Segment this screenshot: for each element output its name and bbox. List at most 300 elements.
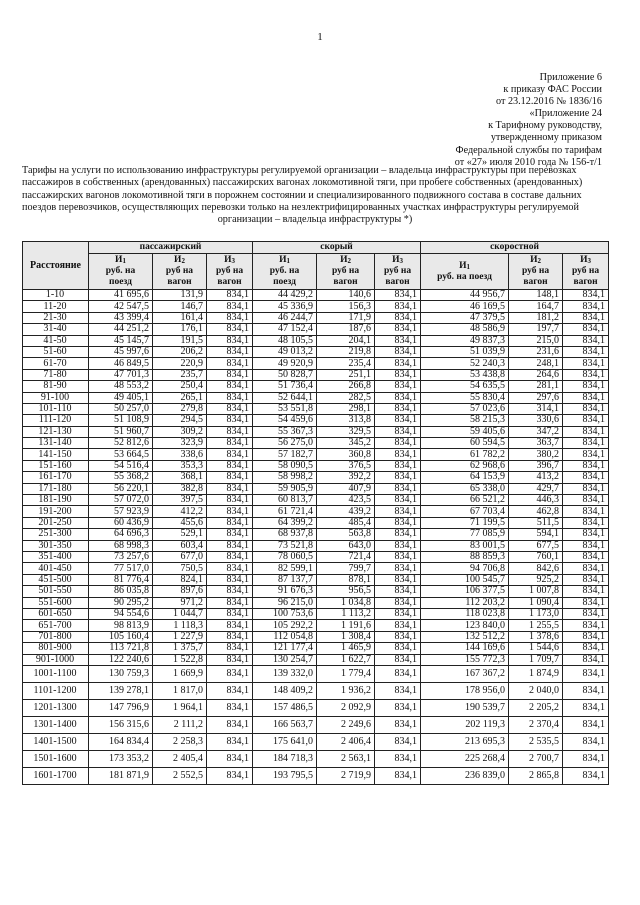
tariff-cell: 834,1 xyxy=(563,750,609,767)
tariff-cell: 721,4 xyxy=(317,551,375,562)
distance-cell: 121-130 xyxy=(23,426,89,437)
tariff-cell: 235,4 xyxy=(317,358,375,369)
tariff-cell: 834,1 xyxy=(563,346,609,357)
tariff-cell: 834,1 xyxy=(207,665,253,682)
table-row xyxy=(23,460,609,471)
tariff-cell: 1 007,8 xyxy=(509,586,563,597)
tariff-cell: 1 779,4 xyxy=(317,665,375,682)
tariff-cell: 834,1 xyxy=(375,301,421,312)
distance-cell: 251-300 xyxy=(23,529,89,540)
tariff-cell: 156,3 xyxy=(317,301,375,312)
table-row xyxy=(23,551,609,562)
tariff-cell: 834,1 xyxy=(207,586,253,597)
tariff-cell: 2 205,2 xyxy=(509,699,563,716)
title-line: пассажирских вагонов локомотивной тяги в порожнем состоянии и специализированного подвижного состава в составе дальних xyxy=(22,189,582,201)
tariff-cell: 834,1 xyxy=(207,301,253,312)
tariff-cell: 106 377,5 xyxy=(421,586,509,597)
appendix-line: Приложение 6 xyxy=(539,72,602,83)
tariff-cell: 834,1 xyxy=(375,369,421,380)
tariff-cell: 511,5 xyxy=(509,517,563,528)
tariff-cell: 164 834,4 xyxy=(89,733,153,750)
title-line: поездов перевозчиков, осуществляющих перевозки только на незлектрифицированных участках инфраструктуры регулируемой xyxy=(22,201,579,213)
tariff-cell: 176,1 xyxy=(153,324,207,335)
table-row xyxy=(23,767,609,784)
tariff-cell: 834,1 xyxy=(375,324,421,335)
tariff-cell: 78 060,5 xyxy=(253,551,317,562)
tariff-cell: 834,1 xyxy=(207,358,253,369)
tariff-cell: 834,1 xyxy=(375,563,421,574)
tariff-cell: 834,1 xyxy=(563,415,609,426)
tariff-cell: 60 813,7 xyxy=(253,495,317,506)
tariff-cell: 73 257,6 xyxy=(89,551,153,562)
tariff-cell: 213 695,3 xyxy=(421,733,509,750)
tariff-cell: 187,6 xyxy=(317,324,375,335)
tariff-cell: 49 920,9 xyxy=(253,358,317,369)
tariff-cell: 834,1 xyxy=(207,563,253,574)
tariff-cell: 834,1 xyxy=(563,620,609,631)
tariff-cell: 834,1 xyxy=(375,733,421,750)
tariff-cell: 563,8 xyxy=(317,529,375,540)
distance-cell: 401-450 xyxy=(23,563,89,574)
tariff-cell: 897,6 xyxy=(153,586,207,597)
tariff-cell: 834,1 xyxy=(375,682,421,699)
tariff-cell: 834,1 xyxy=(207,682,253,699)
tariff-cell: 2 563,1 xyxy=(317,750,375,767)
tariff-cell: 834,1 xyxy=(375,438,421,449)
tariff-cell: 297,6 xyxy=(509,392,563,403)
tariff-cell: 834,1 xyxy=(563,301,609,312)
column-header: $И_2$ руб на вагон xyxy=(317,254,375,290)
appendix-line: к приказу ФАС России xyxy=(503,84,602,96)
tariff-cell: 834,1 xyxy=(563,631,609,642)
tariff-cell: 834,1 xyxy=(563,358,609,369)
tariff-cell: 834,1 xyxy=(563,733,609,750)
tariff-cell: 834,1 xyxy=(375,506,421,517)
table-row xyxy=(23,358,609,369)
tariff-cell: 113 721,8 xyxy=(89,643,153,654)
table-row xyxy=(23,403,609,414)
column-header: $И_3$ руб на вагон xyxy=(563,254,609,290)
tariff-cell: 49 837,3 xyxy=(421,335,509,346)
distance-cell: 141-150 xyxy=(23,449,89,460)
tariff-cell: 181,2 xyxy=(509,312,563,323)
table-row xyxy=(23,381,609,392)
table-row xyxy=(23,483,609,494)
tariff-cell: 197,7 xyxy=(509,324,563,335)
tariff-cell: 2 111,2 xyxy=(153,716,207,733)
tariff-cell: 54 516,4 xyxy=(89,460,153,471)
table-row xyxy=(23,346,609,357)
tariff-cell: 73 521,8 xyxy=(253,540,317,551)
tariff-cell: 298,1 xyxy=(317,403,375,414)
tariff-cell: 1 544,6 xyxy=(509,643,563,654)
tariff-cell: 842,6 xyxy=(509,563,563,574)
tariff-cell: 834,1 xyxy=(375,460,421,471)
tariff-cell: 353,3 xyxy=(153,460,207,471)
tariff-cell: 281,1 xyxy=(509,381,563,392)
tariff-cell: 338,6 xyxy=(153,449,207,460)
table-row xyxy=(23,631,609,642)
column-header: $И_3$ руб на вагон xyxy=(375,254,421,290)
tariff-cell: 834,1 xyxy=(375,665,421,682)
tariff-cell: 1 034,8 xyxy=(317,597,375,608)
tariff-cell: 834,1 xyxy=(375,767,421,784)
tariff-cell: 139 278,1 xyxy=(89,682,153,699)
tariff-cell: 56 220,1 xyxy=(89,483,153,494)
tariff-cell: 834,1 xyxy=(375,551,421,562)
tariff-cell: 834,1 xyxy=(207,426,253,437)
tariff-cell: 834,1 xyxy=(563,574,609,585)
tariff-cell: 1 173,0 xyxy=(509,608,563,619)
tariff-cell: 834,1 xyxy=(207,750,253,767)
distance-cell: 61-70 xyxy=(23,358,89,369)
tariff-cell: 52 812,6 xyxy=(89,438,153,449)
tariff-cell: 834,1 xyxy=(207,449,253,460)
tariff-cell: 2 406,4 xyxy=(317,733,375,750)
tariff-cell: 144 169,6 xyxy=(421,643,509,654)
tariff-cell: 834,1 xyxy=(375,529,421,540)
table-row xyxy=(23,426,609,437)
tariff-cell: 59 405,6 xyxy=(421,426,509,437)
page-number: 1 xyxy=(317,31,323,43)
table-row xyxy=(23,733,609,750)
tariff-cell: 529,1 xyxy=(153,529,207,540)
tariff-cell: 231,6 xyxy=(509,346,563,357)
title-line: организации – владельца инфраструктуры *) xyxy=(217,214,413,226)
tariff-cell: 139 332,0 xyxy=(253,665,317,682)
table-row xyxy=(23,369,609,380)
tariff-cell: 250,4 xyxy=(153,381,207,392)
tariff-cell: 834,1 xyxy=(563,716,609,733)
tariff-cell: 64 696,3 xyxy=(89,529,153,540)
tariff-cell: 834,1 xyxy=(375,716,421,733)
appendix-header xyxy=(342,72,602,169)
table-row xyxy=(23,312,609,323)
tariff-cell: 413,2 xyxy=(509,472,563,483)
tariff-cell: 1 191,6 xyxy=(317,620,375,631)
tariff-cell: 412,2 xyxy=(153,506,207,517)
title-line: Тарифы на услуги по использованию инфраструктуры регулируемой организации – владельца инфраструктуры при перевозках xyxy=(22,165,577,176)
table-row xyxy=(23,506,609,517)
tariff-cell: 202 119,3 xyxy=(421,716,509,733)
tariff-cell: 834,1 xyxy=(563,324,609,335)
tariff-cell: 54 635,5 xyxy=(421,381,509,392)
tariff-cell: 834,1 xyxy=(207,324,253,335)
group-header-passenger: пассажирский xyxy=(89,242,253,254)
tariff-cell: 77 085,9 xyxy=(421,529,509,540)
tariff-cell: 58 090,5 xyxy=(253,460,317,471)
tariff-cell: 140,6 xyxy=(317,290,375,301)
tariff-cell: 146,7 xyxy=(153,301,207,312)
tariff-cell: 184 718,3 xyxy=(253,750,317,767)
tariff-cell: 834,1 xyxy=(207,369,253,380)
tariff-cell: 834,1 xyxy=(563,495,609,506)
tariff-cell: 309,2 xyxy=(153,426,207,437)
tariff-cell: 130 759,3 xyxy=(89,665,153,682)
tariff-cell: 834,1 xyxy=(375,597,421,608)
tariff-cell: 193 795,5 xyxy=(253,767,317,784)
tariff-cell: 407,9 xyxy=(317,483,375,494)
table-row xyxy=(23,586,609,597)
tariff-cell: 834,1 xyxy=(563,506,609,517)
tariff-cell: 329,5 xyxy=(317,426,375,437)
tariff-cell: 834,1 xyxy=(207,472,253,483)
tariff-cell: 834,1 xyxy=(563,449,609,460)
tariff-cell: 1 113,2 xyxy=(317,608,375,619)
tariff-cell: 834,1 xyxy=(375,381,421,392)
tariff-cell: 131,9 xyxy=(153,290,207,301)
tariff-cell: 2 865,8 xyxy=(509,767,563,784)
tariff-cell: 834,1 xyxy=(207,540,253,551)
tariff-cell: 90 295,2 xyxy=(89,597,153,608)
tariff-cell: 750,5 xyxy=(153,563,207,574)
tariff-cell: 282,5 xyxy=(317,392,375,403)
distance-cell: 21-30 xyxy=(23,312,89,323)
tariff-cell: 121 177,4 xyxy=(253,643,317,654)
tariff-cell: 173 353,2 xyxy=(89,750,153,767)
tariff-cell: 834,1 xyxy=(207,495,253,506)
tariff-cell: 834,1 xyxy=(207,529,253,540)
column-header: $И_2$ руб на вагон xyxy=(153,254,207,290)
tariff-cell: 181 871,9 xyxy=(89,767,153,784)
tariff-cell: 57 923,9 xyxy=(89,506,153,517)
tariff-cell: 1 874,9 xyxy=(509,665,563,682)
tariff-cell: 834,1 xyxy=(207,415,253,426)
tariff-cell: 64 399,2 xyxy=(253,517,317,528)
tariff-cell: 2 535,5 xyxy=(509,733,563,750)
tariff-cell: 94 554,6 xyxy=(89,608,153,619)
tariff-cell: 164,7 xyxy=(509,301,563,312)
column-header: $И_1$ руб. на поезд xyxy=(89,254,153,290)
tariff-cell: 86 035,8 xyxy=(89,586,153,597)
tariff-cell: 376,5 xyxy=(317,460,375,471)
tariff-cell: 834,1 xyxy=(375,415,421,426)
tariff-cell: 834,1 xyxy=(563,472,609,483)
tariff-cell: 65 338,0 xyxy=(421,483,509,494)
tariff-cell: 122 240,6 xyxy=(89,654,153,665)
distance-cell: 351-400 xyxy=(23,551,89,562)
tariff-cell: 2 092,9 xyxy=(317,699,375,716)
distance-cell: 1-10 xyxy=(23,290,89,301)
tariff-cell: 57 182,7 xyxy=(253,449,317,460)
tariff-cell: 834,1 xyxy=(375,290,421,301)
table-row xyxy=(23,472,609,483)
distance-cell: 81-90 xyxy=(23,381,89,392)
tariff-cell: 345,2 xyxy=(317,438,375,449)
tariff-cell: 77 517,0 xyxy=(89,563,153,574)
tariff-cell: 2 405,4 xyxy=(153,750,207,767)
tariff-cell: 204,1 xyxy=(317,335,375,346)
tariff-cell: 834,1 xyxy=(563,483,609,494)
table-row xyxy=(23,620,609,631)
tariff-cell: 53 551,8 xyxy=(253,403,317,414)
table-row xyxy=(23,392,609,403)
table-row xyxy=(23,563,609,574)
table-row xyxy=(23,699,609,716)
group-header-fast: скорый xyxy=(253,242,421,254)
tariff-cell: 91 676,3 xyxy=(253,586,317,597)
distance-cell: 1101-1200 xyxy=(23,682,89,699)
tariff-cell: 206,2 xyxy=(153,346,207,357)
table-row xyxy=(23,665,609,682)
tariff-cell: 81 776,4 xyxy=(89,574,153,585)
tariff-cell: 429,7 xyxy=(509,483,563,494)
tariff-cell: 1 378,6 xyxy=(509,631,563,642)
tariff-cell: 68 937,8 xyxy=(253,529,317,540)
tariff-cell: 834,1 xyxy=(375,472,421,483)
tariff-cell: 799,7 xyxy=(317,563,375,574)
tariff-cell: 834,1 xyxy=(563,682,609,699)
tariff-cell: 313,8 xyxy=(317,415,375,426)
tariff-cell: 48 586,9 xyxy=(421,324,509,335)
tariff-cell: 112 054,8 xyxy=(253,631,317,642)
tariff-cell: 834,1 xyxy=(207,335,253,346)
table-row xyxy=(23,438,609,449)
tariff-cell: 834,1 xyxy=(207,392,253,403)
tariff-cell: 834,1 xyxy=(563,608,609,619)
tariff-cell: 834,1 xyxy=(375,392,421,403)
tariff-cell: 834,1 xyxy=(563,290,609,301)
tariff-cell: 834,1 xyxy=(563,369,609,380)
document-title xyxy=(22,165,608,226)
tariff-cell: 47 379,5 xyxy=(421,312,509,323)
tariff-cell: 1 669,9 xyxy=(153,665,207,682)
tariff-cell: 1 375,7 xyxy=(153,643,207,654)
tariff-cell: 105 292,2 xyxy=(253,620,317,631)
tariff-cell: 155 772,3 xyxy=(421,654,509,665)
tariff-cell: 41 695,6 xyxy=(89,290,153,301)
tariff-cell: 2 719,9 xyxy=(317,767,375,784)
tariff-cell: 83 001,5 xyxy=(421,540,509,551)
tariff-cell: 834,1 xyxy=(563,403,609,414)
table-row xyxy=(23,335,609,346)
distance-cell: 701-800 xyxy=(23,631,89,642)
tariff-cell: 225 268,4 xyxy=(421,750,509,767)
distance-cell: 651-700 xyxy=(23,620,89,631)
distance-cell: 41-50 xyxy=(23,335,89,346)
tariff-cell: 834,1 xyxy=(563,426,609,437)
tariff-cell: 380,2 xyxy=(509,449,563,460)
table-row xyxy=(23,290,609,301)
tariff-cell: 48 553,2 xyxy=(89,381,153,392)
tariff-cell: 43 399,4 xyxy=(89,312,153,323)
table-row xyxy=(23,597,609,608)
tariff-cell: 1 118,3 xyxy=(153,620,207,631)
tariff-cell: 1 964,1 xyxy=(153,699,207,716)
tariff-cell: 677,0 xyxy=(153,551,207,562)
tariff-cell: 834,1 xyxy=(207,620,253,631)
tariff-cell: 834,1 xyxy=(375,483,421,494)
distance-cell: 131-140 xyxy=(23,438,89,449)
tariff-cell: 834,1 xyxy=(207,346,253,357)
distance-cell: 181-190 xyxy=(23,495,89,506)
tariff-cell: 2 249,6 xyxy=(317,716,375,733)
tariff-cell: 643,0 xyxy=(317,540,375,551)
distance-cell: 1501-1600 xyxy=(23,750,89,767)
tariff-cell: 61 721,4 xyxy=(253,506,317,517)
tariff-cell: 760,1 xyxy=(509,551,563,562)
tariff-cell: 47 152,4 xyxy=(253,324,317,335)
tariff-cell: 235,7 xyxy=(153,369,207,380)
appendix-line: от 23.12.2016 № 1836/16 xyxy=(495,96,602,108)
distance-cell: 1601-1700 xyxy=(23,767,89,784)
tariff-cell: 834,1 xyxy=(563,767,609,784)
tariff-cell: 215,0 xyxy=(509,335,563,346)
tariff-cell: 279,8 xyxy=(153,403,207,414)
tariff-cell: 1 465,9 xyxy=(317,643,375,654)
tariff-cell: 47 701,3 xyxy=(89,369,153,380)
tariff-cell: 834,1 xyxy=(563,563,609,574)
tariff-cell: 834,1 xyxy=(563,529,609,540)
tariff-cell: 956,5 xyxy=(317,586,375,597)
tariff-cell: 49 405,1 xyxy=(89,392,153,403)
tariff-cell: 1 522,8 xyxy=(153,654,207,665)
tariff-cell: 88 859,3 xyxy=(421,551,509,562)
tariff-cell: 439,2 xyxy=(317,506,375,517)
tariff-cell: 56 275,0 xyxy=(253,438,317,449)
tariff-cell: 236 839,0 xyxy=(421,767,509,784)
tariff-cell: 834,1 xyxy=(207,517,253,528)
distance-cell: 301-350 xyxy=(23,540,89,551)
appendix-line: утвержденному приказом xyxy=(490,132,602,144)
tariff-cell: 396,7 xyxy=(509,460,563,471)
tariff-cell: 94 706,8 xyxy=(421,563,509,574)
tariff-cell: 51 960,7 xyxy=(89,426,153,437)
tariff-cell: 82 599,1 xyxy=(253,563,317,574)
tariff-cell: 834,1 xyxy=(207,438,253,449)
tariff-cell: 834,1 xyxy=(375,426,421,437)
tariff-cell: 834,1 xyxy=(375,654,421,665)
tariff-cell: 51 736,4 xyxy=(253,381,317,392)
tariff-cell: 1 090,4 xyxy=(509,597,563,608)
tariff-cell: 50 257,0 xyxy=(89,403,153,414)
tariff-cell: 834,1 xyxy=(375,574,421,585)
tariff-cell: 485,4 xyxy=(317,517,375,528)
column-header: $И_2$ руб на вагон xyxy=(509,254,563,290)
tariff-cell: 112 203,2 xyxy=(421,597,509,608)
tariff-cell: 834,1 xyxy=(375,312,421,323)
tariff-cell: 53 664,5 xyxy=(89,449,153,460)
tariff-cell: 51 039,9 xyxy=(421,346,509,357)
tariff-cell: 824,1 xyxy=(153,574,207,585)
tariff-cell: 52 644,1 xyxy=(253,392,317,403)
tariff-table xyxy=(22,241,609,785)
tariff-cell: 130 254,7 xyxy=(253,654,317,665)
tariff-cell: 60 436,9 xyxy=(89,517,153,528)
table-row xyxy=(23,495,609,506)
appendix-line: от «27» июля 2010 года № 156-т/1 xyxy=(454,156,602,168)
tariff-cell: 834,1 xyxy=(375,495,421,506)
tariff-cell: 834,1 xyxy=(563,438,609,449)
tariff-cell: 368,1 xyxy=(153,472,207,483)
table-row xyxy=(23,654,609,665)
tariff-cell: 834,1 xyxy=(563,699,609,716)
tariff-cell: 62 968,6 xyxy=(421,460,509,471)
column-header: $И_1$ руб. на поезд xyxy=(253,254,317,290)
tariff-cell: 57 023,6 xyxy=(421,403,509,414)
tariff-cell: 61 782,2 xyxy=(421,449,509,460)
distance-cell: 11-20 xyxy=(23,301,89,312)
table-row xyxy=(23,301,609,312)
tariff-cell: 58 998,2 xyxy=(253,472,317,483)
tariff-cell: 834,1 xyxy=(563,335,609,346)
tariff-cell: 67 703,4 xyxy=(421,506,509,517)
tariff-cell: 1 227,9 xyxy=(153,631,207,642)
tariff-cell: 834,1 xyxy=(563,586,609,597)
tariff-cell: 59 905,9 xyxy=(253,483,317,494)
tariff-cell: 834,1 xyxy=(375,540,421,551)
tariff-cell: 834,1 xyxy=(563,540,609,551)
